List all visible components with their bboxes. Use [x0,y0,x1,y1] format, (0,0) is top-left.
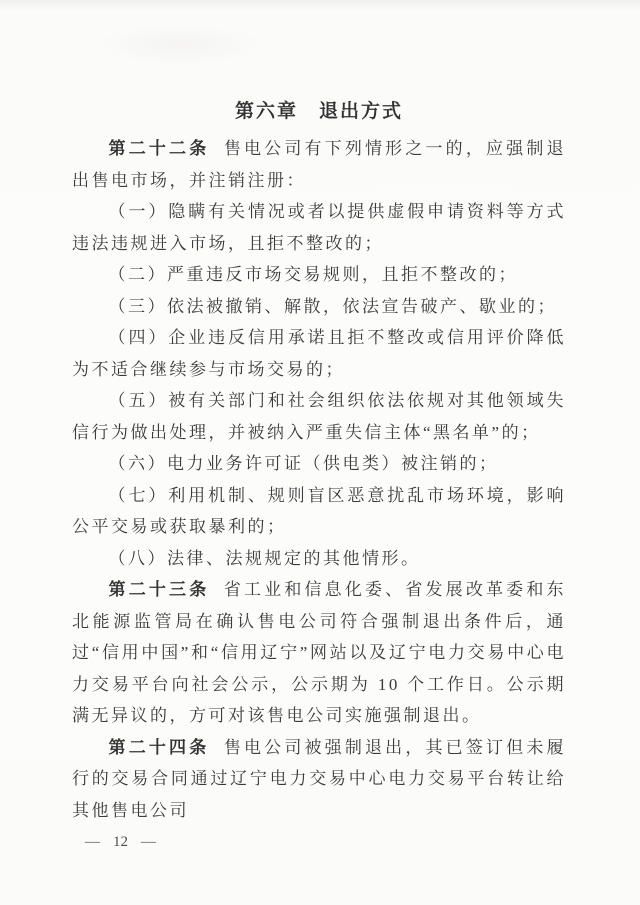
clause-item-1 [72,196,566,259]
clause-item-5-text: （五）被有关部门和社会组织依法依规对其他领域失信行为做出处理，并被纳入严重失信主体“黑名单”的； [72,391,566,442]
article-23-text: 省工业和信息化委、省发展改革委和东北能源监管局在确认售电公司符合强制退出条件后，通过“信用中国”和“信用辽宁”网站以及辽宁电力交易中心电力交易平台向社会公示，公示期为 10 个工作日。公示期满无异议的，方可对该售电公司实施强制退出。 [72,580,567,725]
clause-item-3 [72,291,566,323]
article-22-label: 第二十二条 [108,139,210,158]
footer-right-dash: — [141,834,156,850]
article-24 [72,732,566,827]
article-24-text: 售电公司被强制退出，其已签订但未履行的交易合同通过辽宁电力交易中心电力交易平台转让给其他售电公司 [72,737,567,820]
clause-item-6-text: （六）电力业务许可证（供电类）被注销的； [108,454,499,473]
clause-item-2-text: （二）严重违反市场交易规则，且拒不整改的； [108,265,519,284]
page-number: 12 [113,834,128,850]
clause-item-8 [72,543,566,575]
clause-item-5 [72,385,566,448]
clause-item-7-text: （七）利用机制、规则盲区恶意扰乱市场环境，影响公平交易或获取暴利的； [72,485,566,536]
clause-item-7 [72,480,566,543]
article-24-label: 第二十四条 [108,737,210,757]
footer-left-dash: — [85,834,100,850]
clause-item-6 [72,448,566,480]
article-23-label: 第二十三条 [108,580,210,599]
chapter-title: 第六章 退出方式 [234,101,403,122]
page-footer [72,827,566,857]
article-22-text: 售电公司有下列情形之一的，应强制退出售电市场，并注销注册： [72,139,567,190]
clause-item-8-text: （八）法律、法规规定的其他情形。 [108,548,421,568]
clause-item-4-text: （四）企业违反信用承诺且拒不整改或信用评价降低为不适合继续参与市场交易的； [72,328,566,379]
article-22 [72,133,566,196]
clause-item-4 [72,322,566,385]
clause-item-2 [72,259,566,291]
article-23 [72,574,566,732]
clause-item-1-text: （一）隐瞒有关情况或者以提供虚假申请资料等方式违法违规进入市场，且拒不整改的； [72,202,566,253]
clause-item-3-text: （三）依法被撤销、解散，依法宣告破产、歇业的； [108,296,558,316]
